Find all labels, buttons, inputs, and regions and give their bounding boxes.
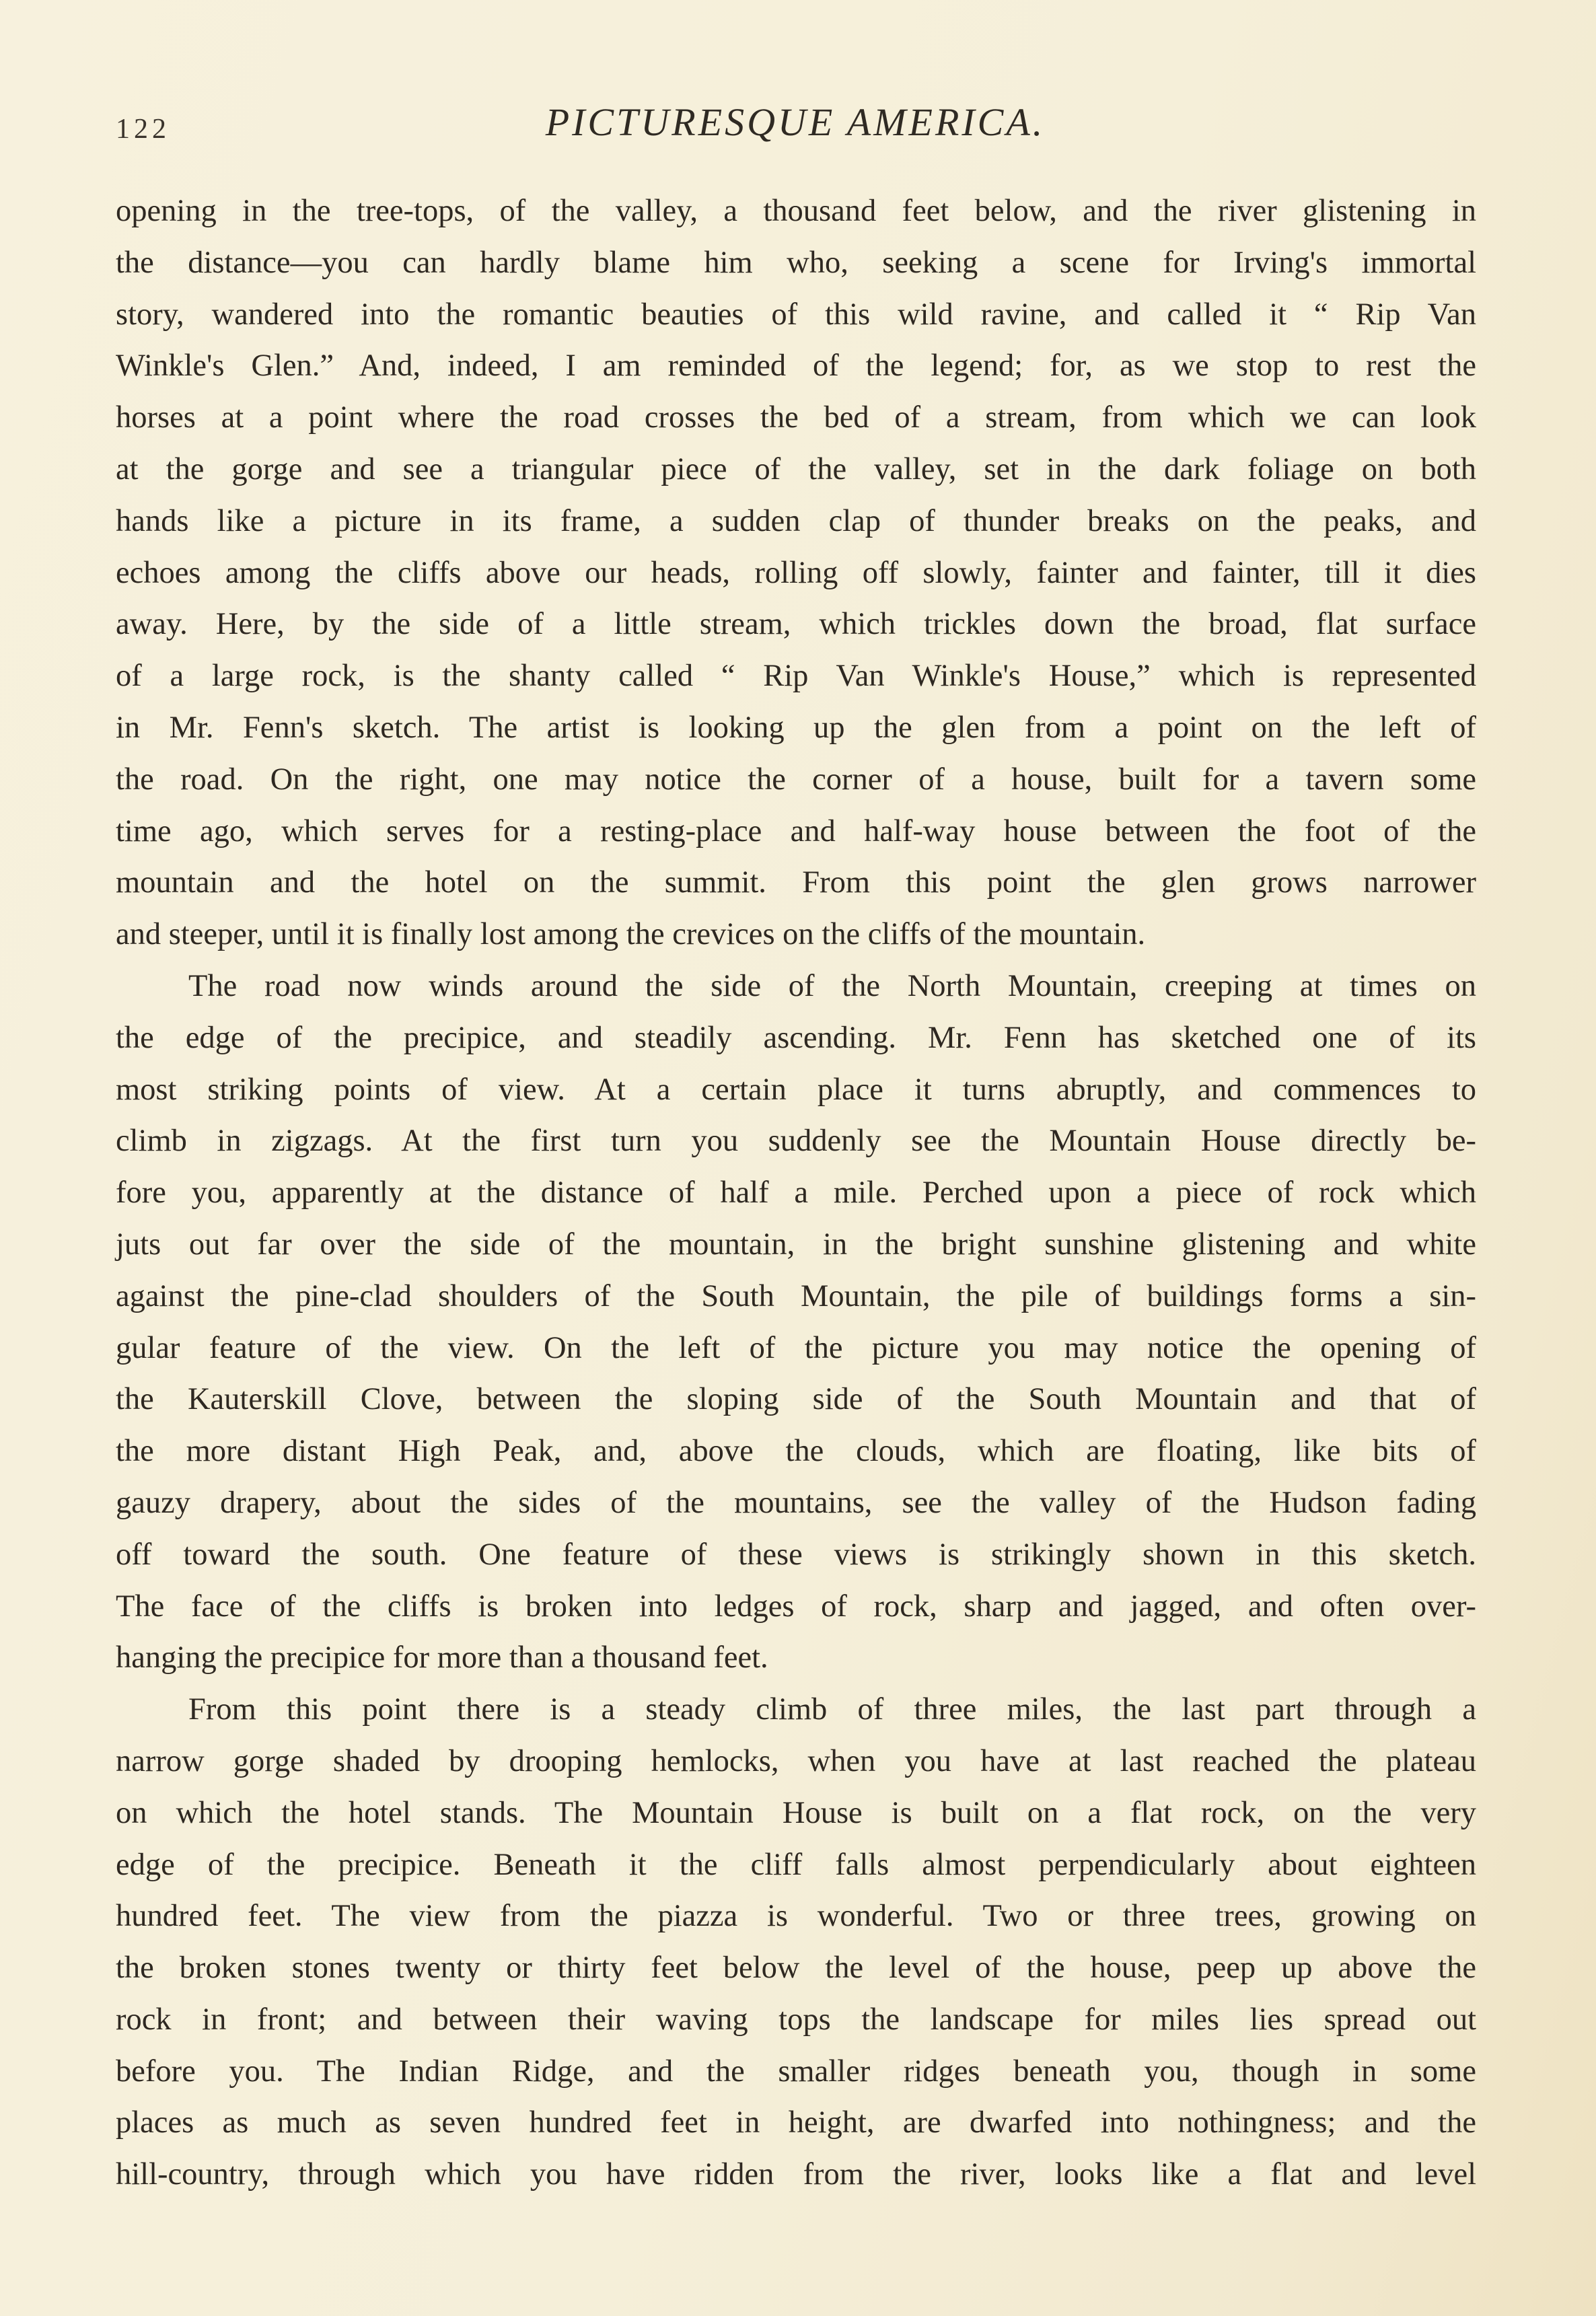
text-line: story, wandered into the romantic beauties of this wild ravine, and called it “ Rip Van (116, 297, 1476, 332)
text-line: opening in the tree-tops, of the valley, a thousand feet below, and the river glistening in (116, 194, 1476, 228)
text-line: horses at a point where the road crosses the bed of a stream, from which we can look (116, 400, 1476, 435)
text-line: mountain and the hotel on the summit. From this point the glen grows narrower (116, 865, 1476, 900)
body-text (116, 186, 1476, 2201)
text-line: narrow gorge shaded by drooping hemlocks, when you have at last reached the plateau (116, 1743, 1476, 1778)
text-line: rock in front; and between their waving tops the landscape for miles lies spread out (116, 2002, 1476, 2037)
text-line: gular feature of the view. On the left of the picture you may notice the opening of (116, 1330, 1476, 1365)
text-line: the road. On the right, one may notice the corner of a house, built for a tavern some (116, 762, 1476, 797)
text-line: hands like a picture in its frame, a sudden clap of thunder breaks on the peaks, and (116, 503, 1476, 538)
text-line: climb in zigzags. At the first turn you suddenly see the Mountain House directly be- (116, 1124, 1476, 1159)
text-line: the broken stones twenty or thirty feet below the level of the house, peep up above the (116, 1951, 1476, 1986)
text-line: time ago, which serves for a resting-place and half-way house between the foot of the (116, 813, 1476, 848)
text-line: hanging the precipice for more than a thousand feet. (116, 1640, 768, 1675)
page-number: 122 (116, 114, 170, 145)
text-line: of a large rock, is the shanty called “ Rip Van Winkle's House,” which is represented (116, 659, 1476, 694)
text-line: the more distant High Peak, and, above the clouds, which are floating, like bits of (116, 1434, 1476, 1469)
text-line: The road now winds around the side of the North Mountain, creeping at times on (188, 968, 1476, 1003)
text-line: most striking points of view. At a certain place it turns abruptly, and commences to (116, 1072, 1476, 1107)
text-line: before you. The Indian Ridge, and the smaller ridges beneath you, though in some (116, 2054, 1476, 2089)
text-line: echoes among the cliffs above our heads, rolling off slowly, fainter and fainter, till it dies (116, 555, 1476, 590)
text-line: and steeper, until it is finally lost among the crevices on the cliffs of the mountain. (116, 917, 1146, 952)
text-line: hundred feet. The view from the piazza is wonderful. Two or three trees, growing on (116, 1899, 1476, 1934)
text-line: edge of the precipice. Beneath it the cliff falls almost perpendicularly about eighteen (116, 1847, 1476, 1882)
paragraph (116, 186, 1476, 961)
running-head (116, 100, 1475, 147)
running-title: PICTURESQUE AMERICA. (545, 100, 1046, 144)
text-line: From this point there is a steady climb of three miles, the last part through a (188, 1692, 1476, 1727)
text-line: fore you, apparently at the distance of half a mile. Perched upon a piece of rock which (116, 1175, 1476, 1210)
paragraph (116, 961, 1476, 1684)
text-line: The face of the cliffs is broken into ledges of rock, sharp and jagged, and often over- (116, 1589, 1476, 1624)
text-line: the Kauterskill Clove, between the sloping side of the South Mountain and that of (116, 1382, 1476, 1417)
text-line: off toward the south. One feature of these views is strikingly shown in this sketch. (116, 1537, 1476, 1572)
text-line: the distance—you can hardly blame him who, seeking a scene for Irving's immortal (116, 245, 1476, 280)
text-line: against the pine-clad shoulders of the South Mountain, the pile of buildings forms a sin- (116, 1278, 1476, 1313)
text-line: in Mr. Fenn's sketch. The artist is looking up the glen from a point on the left of (116, 710, 1476, 745)
text-line: places as much as seven hundred feet in height, are dwarfed into nothingness; and the (116, 2105, 1476, 2140)
paragraph (116, 1684, 1476, 2201)
text-line: on which the hotel stands. The Mountain House is built on a flat rock, on the very (116, 1795, 1476, 1830)
text-line: away. Here, by the side of a little stream, which trickles down the broad, flat surface (116, 607, 1476, 642)
text-line: at the gorge and see a triangular piece of the valley, set in the dark foliage on both (116, 451, 1476, 486)
text-line: the edge of the precipice, and steadily ascending. Mr. Fenn has sketched one of its (116, 1020, 1476, 1055)
text-line: juts out far over the side of the mountain, in the bright sunshine glistening and white (116, 1227, 1476, 1262)
text-line: hill-country, through which you have ridden from the river, looks like a flat and level (116, 2157, 1476, 2192)
text-line: gauzy drapery, about the sides of the mountains, see the valley of the Hudson fading (116, 1485, 1476, 1520)
text-line: Winkle's Glen.” And, indeed, I am reminded of the legend; for, as we stop to rest the (116, 349, 1476, 384)
